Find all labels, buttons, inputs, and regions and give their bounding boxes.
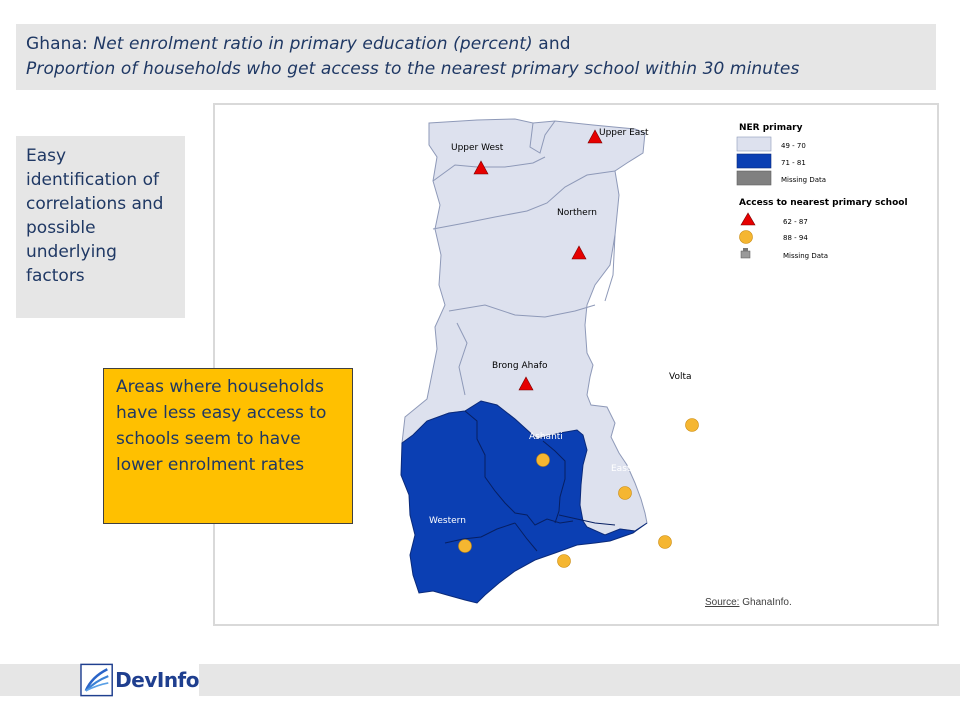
devinfo-logo xyxy=(80,662,199,698)
label-western: Western xyxy=(429,516,466,526)
legend-circle-icon xyxy=(740,231,753,244)
slide-title xyxy=(16,24,936,90)
legend-access-title: Access to nearest primary school xyxy=(739,198,908,208)
ghana-map xyxy=(213,103,939,626)
legend-swatch-light xyxy=(737,137,771,151)
marker-volta-circle xyxy=(686,419,699,432)
devinfo-logo-icon xyxy=(80,663,113,697)
marker-greater-accra-circle xyxy=(659,536,672,549)
legend-access-item-1: 62 - 87 xyxy=(783,218,808,226)
label-ashanti: Ashanti xyxy=(529,432,563,442)
label-greater-accra: Greater Accra xyxy=(653,557,716,567)
title-line-1: Ghana: Net enrolment ratio in primary education (percent) and xyxy=(26,34,571,54)
legend-access-item-2: 88 - 94 xyxy=(783,234,808,242)
map-canvas xyxy=(215,105,937,624)
callout-box: Areas where households have less easy access to schools seem to have lower enrolment rates xyxy=(103,368,353,524)
label-eastern: Eastern xyxy=(611,464,646,474)
map-legend xyxy=(737,123,908,260)
legend-triangle-icon xyxy=(741,213,755,225)
marker-ashanti-circle xyxy=(537,454,550,467)
label-upper-west: Upper West xyxy=(451,143,504,153)
label-brong-ahafo: Brong Ahafo xyxy=(492,361,548,371)
label-volta: Volta xyxy=(669,372,692,382)
devinfo-logo-text: DevInfo xyxy=(115,668,199,692)
marker-eastern-circle xyxy=(619,487,632,500)
legend-missing-icon xyxy=(741,248,750,258)
legend-swatch-dark xyxy=(737,154,771,168)
title-line-2: Proportion of households who get access to the nearest primary school within 30 minutes xyxy=(26,59,800,79)
legend-swatch-missing xyxy=(737,171,771,185)
legend-ner-item-3: Missing Data xyxy=(781,176,827,184)
label-upper-east: Upper East xyxy=(599,128,649,138)
label-central: Central xyxy=(551,571,584,581)
map-source: Source: GhanaInfo. xyxy=(705,597,792,608)
note-box: Easy identification of correlations and possible underlying factors xyxy=(16,136,185,318)
legend-ner-title: NER primary xyxy=(739,123,803,133)
label-northern: Northern xyxy=(557,208,597,218)
legend-ner-item-2: 71 - 81 xyxy=(781,159,806,167)
legend-access-item-3: Missing Data xyxy=(783,252,829,260)
marker-western-circle xyxy=(459,540,472,553)
marker-central-circle xyxy=(558,555,571,568)
legend-ner-item-1: 49 - 70 xyxy=(781,142,806,150)
